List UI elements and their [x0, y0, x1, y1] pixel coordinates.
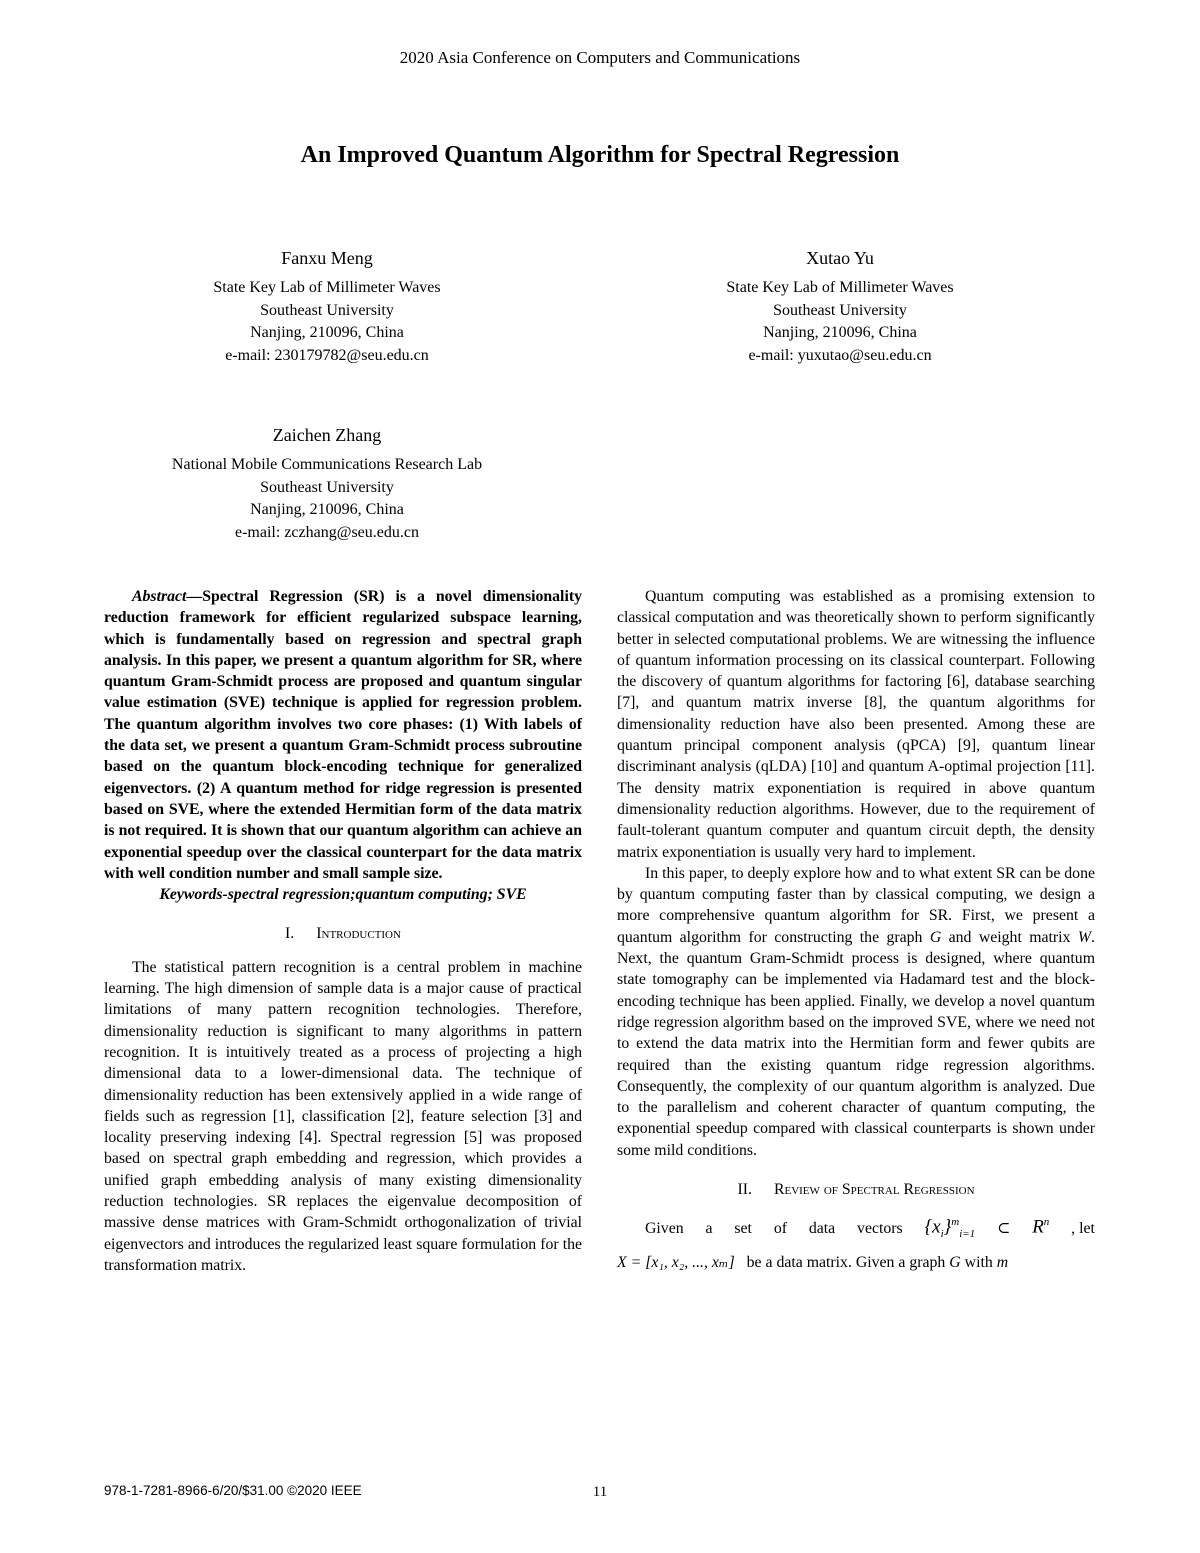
author-block-1	[127, 243, 527, 367]
author-name: Fanxu Meng	[281, 248, 373, 268]
author-email[interactable]: e-mail: yuxutao@seu.edu.cn	[748, 346, 932, 364]
abstract	[104, 586, 582, 884]
space-letter: R	[1032, 1216, 1044, 1238]
section-number: I.	[285, 925, 295, 943]
left-column	[104, 586, 582, 1276]
word: be a data matrix. Given a graph	[746, 1253, 946, 1271]
word: , let	[1071, 1219, 1095, 1237]
set-upper: m	[951, 1216, 960, 1229]
author-affiliation: National Mobile Communications Research Lab	[171, 456, 483, 473]
intro-paragraph-3	[617, 863, 1095, 1161]
abstract-label: Abstract	[132, 588, 187, 605]
author-address: Nanjing, 210096, China	[250, 501, 404, 518]
author-affiliation: State Key Lab of Millimeter Waves	[726, 279, 954, 296]
section-title: Introduction	[316, 925, 401, 943]
set-lower: i=1	[959, 1228, 976, 1241]
intro-paragraph-1: The statistical pattern recognition is a central problem in machine learning. The high dimension of sample data is a major cause of practical limitations of many pattern recognition technologies. Therefore, dimensionality reduction is significant to many algorithms in pattern recognition. It is intuitively treated as a process of projecting a high dimensional data to a lower-dimensional data. The technique of dimensionality reduction has been extensively applied in a wide range of fields such as regression [1], classification [2], feature selection [3] and locality preserving indexing [4]. Spectral regression [5] was proposed based on spectral graph embedding and regression, which provides a unified graph embedding analysis of many existing dimensionality reduction technologies. SR replaces the eigenvalue decomposition of massive dense matrices with Gram-Schmidt orthogonalization of trivial eigenvectors and introduces the regularized least square formulation for the transformation matrix.	[104, 958, 582, 1274]
author-address: Nanjing, 210096, China	[763, 324, 917, 341]
set-index: i	[940, 1228, 944, 1241]
author-university: Southeast University	[773, 301, 907, 319]
data-set-expression	[925, 1212, 976, 1245]
abstract-text: —Spectral Regression (SR) is a novel dimensionality reduction framework for efficient regularized subspace learning, which is fundamentally based on regression and spectral graph analysis. In this paper, we present a quantum algorithm for SR, where quantum Gram-Schmidt process are proposed and quantum singular value estimation (SVE) technique is applied for regression problem. The quantum algorithm involves two core phases: (1) With labels of the data set, we present a quantum Gram-Schmidt process subroutine based on the quantum block-encoding technique for generalized eigenvectors. (2) A quantum method for ridge regression is presented based on SVE, where the extended Hermitian form of the data matrix is not required. It is shown that our quantum algorithm can achieve an exponential speedup over the classical counterpart for the data matrix with well condition number and small sample size.	[104, 588, 582, 882]
copyright-footer: 978-1-7281-8966-6/20/$31.00 ©2020 IEEE	[104, 1483, 362, 1498]
author-address: Nanjing, 210096, China	[250, 324, 404, 341]
paragraph-text: and weight matrix	[941, 928, 1078, 946]
word: vectors	[857, 1219, 903, 1237]
section-number: II.	[737, 1181, 752, 1199]
author-block-3	[127, 420, 527, 544]
author-email[interactable]: e-mail: zczhang@seu.edu.cn	[235, 523, 419, 541]
author-university: Southeast University	[260, 478, 394, 496]
space-dim: n	[1043, 1216, 1050, 1229]
conference-header: 2020 Asia Conference on Computers and Communications	[399, 48, 801, 67]
keywords: Keywords-spectral regression;quantum computing; SVE	[159, 886, 527, 904]
subset-symbol: ⊂	[997, 1219, 1011, 1237]
word: with	[964, 1253, 993, 1271]
paragraph-text: . Next, the quantum Gram-Schmidt process is designed, where quantum state tomography can be implemented via Hadamard test and the block-encoding technique has been applied. Finally, we develop a novel quantum ridge regression algorithm based on the improved SVE, where we need not to extend the data matrix into the Hermitian form and fewer qubits are required than the existing quantum ridge regression algorithms. Consequently, the complexity of our quantum algorithm is analyzed. Due to the parallelism and coherent character of quantum computing, the exponential speedup compared with classical counterparts is shown under some mild conditions.	[617, 928, 1095, 1159]
data-matrix-expression: X = [x₁, x₂, ..., xₘ]	[617, 1253, 735, 1271]
review-line-1	[617, 1212, 1095, 1245]
math-symbol: W	[1077, 928, 1092, 946]
math-symbol: m	[996, 1253, 1009, 1271]
author-block-2	[640, 243, 1040, 367]
section-heading-review	[617, 1179, 1095, 1200]
set-close: }	[943, 1216, 952, 1238]
page-number: 11	[592, 1484, 608, 1500]
intro-paragraph-2: Quantum computing was established as a promising extension to classical computation and was theoretically shown to perform significantly better in selected computational problems. We are witnessing the influence of quantum information processing on its classical counterpart. Following the discovery of quantum algorithms for factoring [6], database searching [7], and quantum matrix inverse [8], the quantum algorithms for dimensionality reduction have also been presented. Among these are quantum principal component analysis (qPCA) [9], quantum linear discriminant analysis (qLDA) [10] and quantum A-optimal projection [11]. The density matrix exponentiation is required in above quantum dimensionality reduction algorithms. However, due to the requirement of fault-tolerant quantum computer and quantum circuit depth, the density matrix exponentiation is usually very hard to implement.	[617, 588, 1095, 861]
author-university: Southeast University	[260, 301, 394, 319]
word: set	[734, 1219, 752, 1237]
author-affiliation: State Key Lab of Millimeter Waves	[213, 279, 441, 296]
set-open: {x	[924, 1216, 941, 1238]
author-name: Zaichen Zhang	[272, 425, 382, 445]
author-name: Xutao Yu	[806, 248, 874, 268]
right-column	[617, 586, 1095, 1273]
word: data	[808, 1219, 836, 1237]
math-symbol: G	[929, 928, 942, 946]
word: Given	[645, 1219, 684, 1237]
paragraph-text: In this paper, to deeply explore how and to what extent SR can be done by quantum computing faster than by classical computing, we design a more comprehensive quantum algorithm for SR. First, we present a quantum algorithm for constructing the graph	[617, 864, 1095, 946]
author-email[interactable]: e-mail: 230179782@seu.edu.cn	[225, 346, 429, 364]
section-heading-introduction	[104, 923, 582, 944]
section-title: Review of Spectral Regression	[773, 1181, 975, 1199]
paper-title: An Improved Quantum Algorithm for Spectral Regression	[300, 142, 900, 168]
space-symbol	[1032, 1212, 1049, 1238]
word: of	[773, 1219, 787, 1237]
word: a	[705, 1219, 713, 1237]
review-line-2	[617, 1252, 1095, 1273]
math-symbol: G	[949, 1253, 961, 1271]
